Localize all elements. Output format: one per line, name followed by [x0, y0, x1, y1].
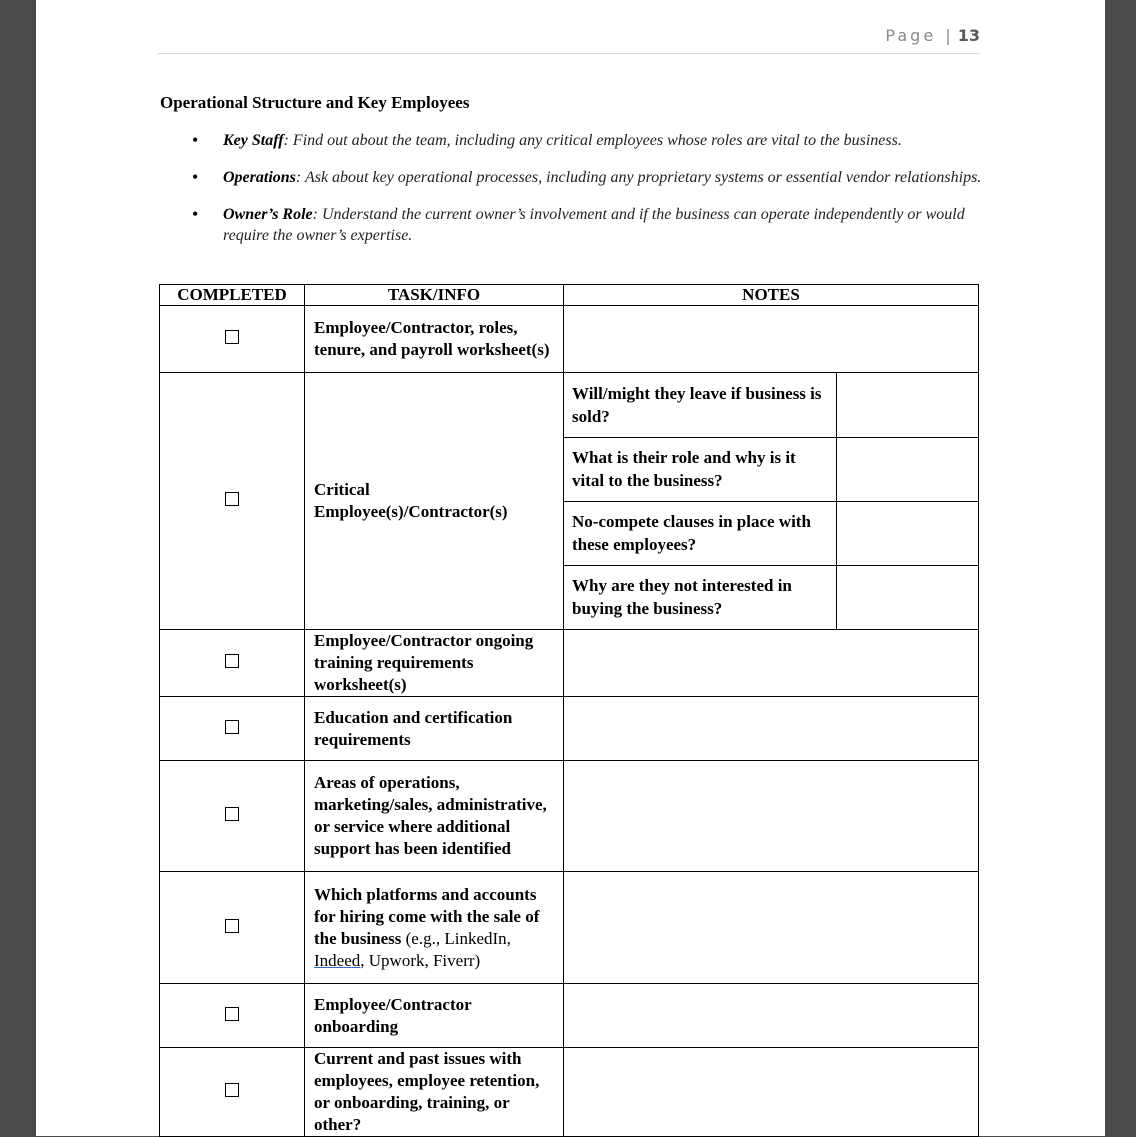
bullet-term: Operations: [223, 169, 296, 186]
answer-cell[interactable]: [837, 373, 979, 437]
header-notes: NOTES: [564, 285, 979, 306]
answer-cell[interactable]: [837, 565, 979, 629]
task-cell: Employee/Contractor onboarding: [305, 984, 564, 1048]
task-cell: Employee/Contractor, roles, tenure, and payroll worksheet(s): [305, 306, 564, 373]
table-row: [160, 761, 979, 872]
question-text: Why are they not interested in buying the business?: [564, 565, 837, 629]
completed-checkbox[interactable]: [225, 330, 239, 344]
notes-cell[interactable]: [564, 761, 979, 872]
question-text: What is their role and why is it vital to the business?: [564, 437, 837, 501]
bullet-text: : Understand the current owner’s involvement and if the business can operate independently or would require the owner’s expertise.: [223, 206, 965, 244]
table-row: [160, 1048, 979, 1137]
notes-subtable-cell: [564, 373, 979, 630]
section-title: Operational Structure and Key Employees: [160, 93, 470, 112]
notes-cell[interactable]: [564, 697, 979, 761]
page-word: Page: [885, 26, 937, 45]
task-cell: Areas of operations, marketing/sales, administrative, or service where additional support has been identified: [305, 761, 564, 872]
completed-cell: [160, 761, 305, 872]
completed-cell: [160, 373, 305, 630]
answer-cell[interactable]: [837, 501, 979, 565]
page-separator: |: [945, 26, 951, 45]
table-row: [160, 697, 979, 761]
checklist-table: [159, 284, 979, 1137]
notes-cell[interactable]: [564, 630, 979, 697]
bullet-text: : Find out about the team, including any critical employees whose roles are vital to the business.: [283, 132, 902, 149]
question-text: Will/might they leave if business is sold?: [564, 373, 837, 437]
table-header-row: [160, 285, 979, 306]
table-row: [160, 373, 979, 630]
completed-cell: [160, 1048, 305, 1137]
completed-cell: [160, 697, 305, 761]
completed-checkbox[interactable]: [225, 1007, 239, 1021]
notes-cell[interactable]: [564, 306, 979, 373]
question-row: [564, 437, 978, 501]
task-cell: Critical Employee(s)/Contractor(s): [305, 373, 564, 630]
completed-checkbox[interactable]: [225, 807, 239, 821]
notes-cell[interactable]: [564, 1048, 979, 1137]
task-cell: Education and certification requirements: [305, 697, 564, 761]
bullet-term: Key Staff: [223, 132, 284, 149]
completed-cell: [160, 872, 305, 984]
page-number: 13: [957, 26, 980, 45]
bullet-item: [160, 130, 990, 151]
completed-cell: [160, 306, 305, 373]
table-row: [160, 306, 979, 373]
header-task: TASK/INFO: [305, 285, 564, 306]
task-cell: [305, 872, 564, 984]
question-text: No-compete clauses in place with these employees?: [564, 501, 837, 565]
completed-checkbox[interactable]: [225, 492, 239, 506]
answer-cell[interactable]: [837, 437, 979, 501]
spellcheck-word: Indeed: [314, 950, 361, 970]
document-page: [36, 0, 1105, 1136]
notes-cell[interactable]: [564, 984, 979, 1048]
table-row: [160, 872, 979, 984]
task-text: Which platforms and accounts for hiring come with the sale of the business: [314, 884, 540, 948]
task-examples-prefix: (e.g., LinkedIn,: [405, 928, 511, 948]
notes-cell[interactable]: [564, 872, 979, 984]
completed-checkbox[interactable]: [225, 919, 239, 933]
completed-checkbox[interactable]: [225, 654, 239, 668]
question-row: [564, 565, 978, 629]
bullet-text: : Ask about key operational processes, including any proprietary systems or essential vendor relationships.: [295, 169, 982, 186]
questions-subtable: [564, 373, 978, 629]
page-header: [158, 26, 980, 54]
bullet-term: Owner’s Role: [223, 206, 313, 223]
header-completed: COMPLETED: [160, 285, 305, 306]
task-examples-suffix: , Upwork, Fiverr): [360, 950, 481, 970]
completed-cell: [160, 630, 305, 697]
completed-checkbox[interactable]: [225, 720, 239, 734]
table-row: [160, 984, 979, 1048]
question-row: [564, 373, 978, 437]
question-row: [564, 501, 978, 565]
bullet-list: [160, 130, 990, 262]
bullet-item: [160, 204, 990, 246]
bullet-item: [160, 167, 990, 188]
task-cell: Current and past issues with employees, employee retention, or onboarding, training, or other?: [305, 1048, 564, 1137]
completed-cell: [160, 984, 305, 1048]
completed-checkbox[interactable]: [225, 1083, 239, 1097]
task-cell: Employee/Contractor ongoing training requirements worksheet(s): [305, 630, 564, 697]
table-row: [160, 630, 979, 697]
